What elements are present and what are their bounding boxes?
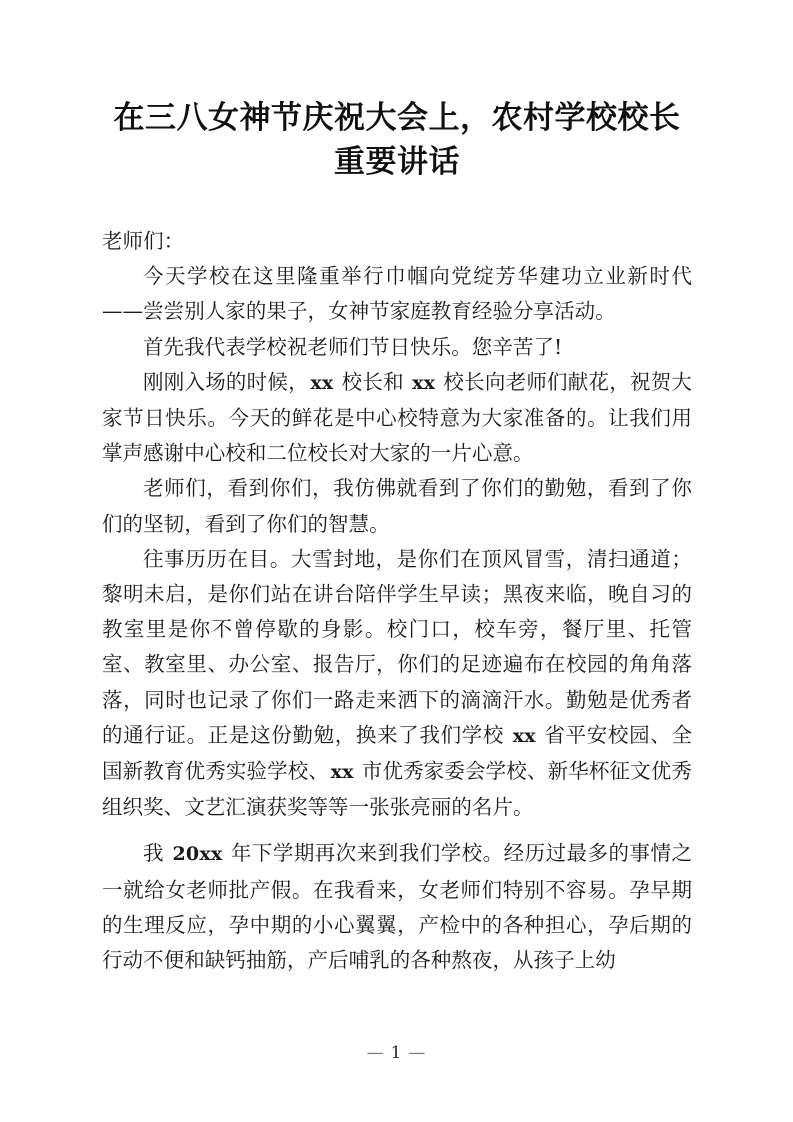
inline-latin-token: xx <box>330 761 354 784</box>
paragraph-4: 老师们，看到你们，我仿佛就看到了你们的勤勉，看到了你们的坚韧，看到了你们的智慧。 <box>102 476 692 536</box>
paragraph-5: 往事历历在目。大雪封地，是你们在顶风冒雪，清扫通道；黎明未启，是你们站在讲台陪伴学生早读；黑夜来临，晚自习的教室里是你不曾停歇的身影。校门口，校车旁，餐厅里、托管室、教室里、办公室、报告厅，你们的足迹遍布在校园的角角落落，同时也记录了你们一路走来洒下的滴滴汗水。勤勉是优秀者的通行证。正是这份勤勉，换来了我们学校 xx 省平安校园、全国新教育优秀实验学校、xx 市优秀家委会学校、新华杯征文优秀组织奖、文艺汇演获奖等等一张张亮丽的名片。 <box>102 546 693 820</box>
paragraph-1: 今天学校在这里隆重举行巾帼向党绽芳华建功立业新时代——尝尝别人家的果子，女神节家庭教育经验分享活动。 <box>102 264 692 324</box>
paragraph-2: 首先我代表学校祝老师们节日快乐。您辛苦了! <box>143 334 563 359</box>
paragraph-6: 我 20xx 年下学期再次来到我们学校。经历过最多的事情之一就给女老师批产假。在我看来，女老师们特别不容易。孕早期的生理反应，孕中期的小心翼翼，产检中的各种担心，孕后期的行动不便和缺钙抽筋，产后哺乳的各种熬夜，从孩子上幼 <box>102 841 692 973</box>
salutation-line: 老师们： <box>102 229 185 253</box>
inline-latin-token: 20xx <box>172 843 223 866</box>
inline-latin-token: xx <box>310 371 334 394</box>
page-number: 1 <box>390 1043 403 1063</box>
paragraph-3: 刚刚入场的时候，xx 校长和 xx 校长向老师们献花，祝贺大家节日快乐。今天的鲜花是中心校特意为大家准备的。让我们用掌声感谢中心校和二位校长对大家的一片心意。 <box>102 369 692 466</box>
inline-latin-token: xx <box>412 371 436 394</box>
footer-dash-right: — <box>408 1043 427 1063</box>
inline-latin-token: xx <box>512 724 536 747</box>
page-title: 在三八女神节庆祝大会上，农村学校校长重要讲话 <box>113 100 681 180</box>
footer-dash-left: — <box>366 1043 385 1063</box>
document-body <box>102 96 692 978</box>
page-footer <box>0 1043 793 1063</box>
